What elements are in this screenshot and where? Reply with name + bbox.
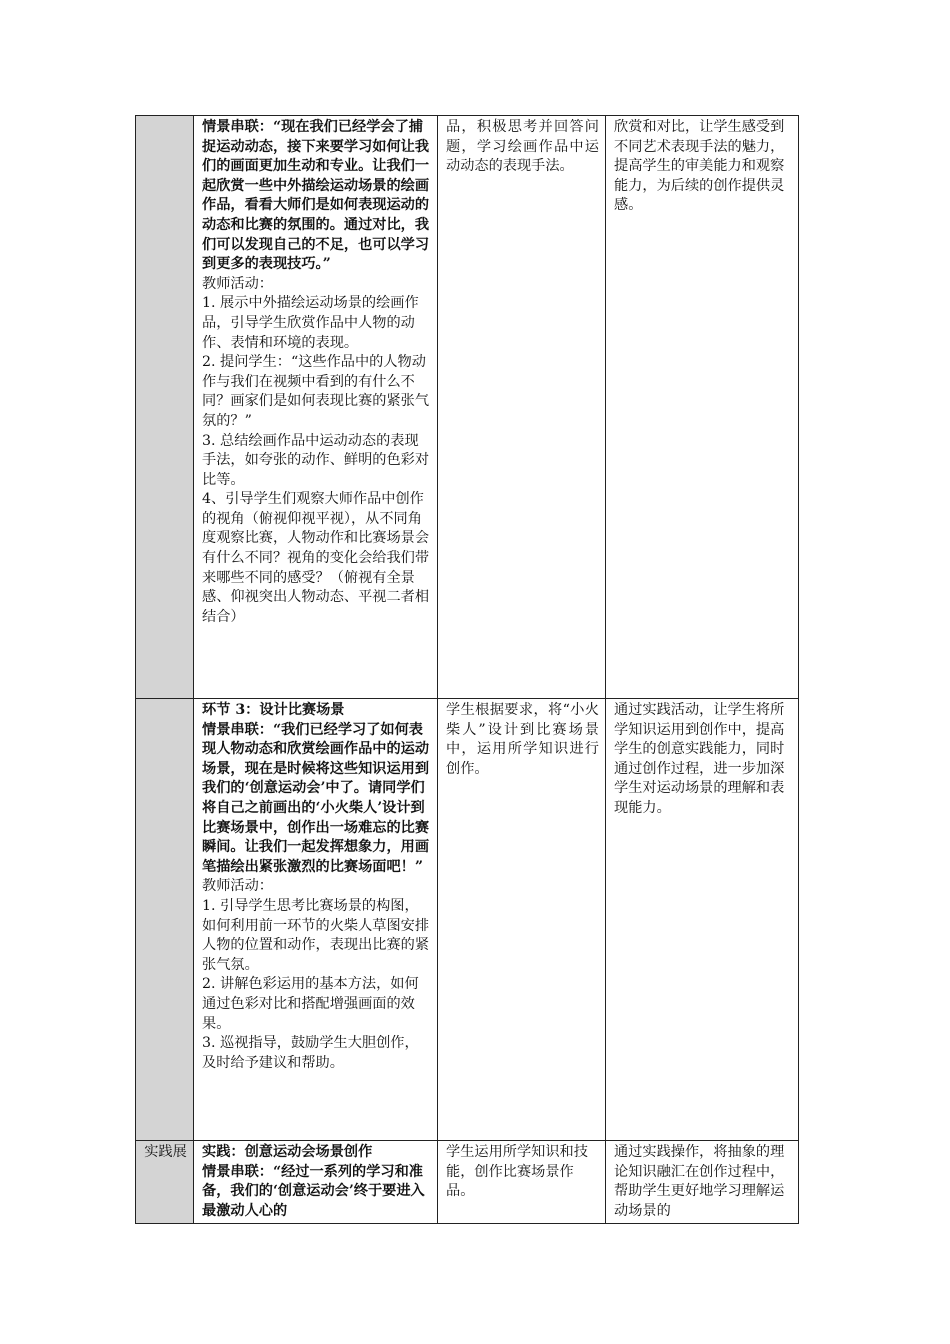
section-heading: 环节 3：设计比赛场景	[202, 702, 345, 718]
design-purpose-text: 通过实践活动，让学生将所学知识运用到创作中，提高学生的创意实践能力，同时通过创作过程，进一步加深学生对运动场景的理解和表现能力。	[614, 702, 785, 816]
activity-item: 2. 提问学生：“这些作品中的人物动作与我们在视频中看到的有什么不同？画家们是如何表现比赛的紧张气氛的？”	[202, 354, 430, 429]
stage-label-cell	[136, 1141, 194, 1224]
student-activity-cell	[438, 1141, 606, 1224]
table-row	[136, 1141, 799, 1224]
teaching-content-cell	[194, 699, 438, 1141]
activity-item: 1. 引导学生思考比赛场景的构图，如何利用前一环节的火柴人草图安排人物的位置和动作，表现出比赛的紧张气氛。	[202, 897, 430, 973]
design-purpose-text: 欣赏和对比，让学生感受到不同艺术表现手法的魅力，提高学生的审美能力和观察能力，为后续的创作提供灵感。	[614, 119, 785, 214]
teacher-activity-label: 教师活动：	[202, 878, 273, 895]
student-activity-text: 学生根据要求，将“小火柴人”设计到比赛场景中，运用所学知识进行创作。	[446, 702, 599, 777]
student-activity-cell	[438, 116, 606, 699]
teaching-content-cell	[194, 1141, 438, 1224]
table-row	[136, 116, 799, 699]
design-purpose-cell	[606, 116, 799, 699]
student-activity-cell	[438, 699, 606, 1141]
activity-item: 3. 巡视指导，鼓励学生大胆创作，及时给予建议和帮助。	[202, 1035, 419, 1071]
teacher-activity-label: 教师活动：	[202, 275, 273, 292]
activity-item: 3. 总结绘画作品中运动动态的表现手法，如夸张的动作、鲜明的色彩对比等。	[202, 432, 430, 488]
design-purpose-cell	[606, 699, 799, 1141]
stage-cell-empty	[136, 699, 194, 1141]
student-activity-text: 品，积极思考并回答问题，学习绘画作品中运动动态的表现手法。	[446, 119, 599, 175]
scenario-intro: 情景串联：“经过一系列的学习和准备，我们的‘创意运动会’终于要进入最激动人心的	[202, 1163, 425, 1219]
stage-cell-empty	[136, 116, 194, 699]
student-activity-text: 学生运用所学知识和技能，创作比赛场景作品。	[446, 1144, 588, 1200]
design-purpose-text: 通过实践操作，将抽象的理论知识融汇在创作过程中，帮助学生更好地学习理解运动场景的	[614, 1144, 785, 1219]
lesson-plan-table	[135, 115, 799, 1224]
design-purpose-cell	[606, 1141, 799, 1224]
activity-item: 4、引导学生们观察大师作品中创作的视角（俯视仰视平视），从不同角度观察比赛，人物动作和比赛场景会有什么不同？视角的变化会给我们带来哪些不同的感受？（俯视有全景感、仰视突出人物动态、平视二者相结合）	[202, 491, 430, 625]
activity-item: 1. 展示中外描绘运动场景的绘画作品，引导学生欣赏作品中人物的动作、表情和环境的表现。	[202, 295, 419, 351]
teaching-content-cell	[194, 116, 438, 699]
stage-label: 实践展	[144, 1144, 187, 1160]
section-heading: 实践：创意运动会场景创作	[202, 1144, 373, 1160]
table-row	[136, 699, 799, 1141]
activity-item: 2. 讲解色彩运用的基本方法，如何通过色彩对比和搭配增强画面的效果。	[202, 976, 419, 1032]
scenario-intro: 情景串联：“我们已经学习了如何表现人物动态和欣赏绘画作品中的运动场景，现在是时候将这些知识运用到我们的‘创意运动会’中了。请同学们将自己之前画出的‘小火柴人’设计到比赛场景中，创作出一场难忘的比赛瞬间。让我们一起发挥想象力，用画笔描绘出紧张激烈的比赛场面吧！”	[202, 721, 430, 875]
scenario-intro: 情景串联：“现在我们已经学会了捕捉运动动态，接下来要学习如何让我们的画面更加生动和专业。让我们一起欣赏一些中外描绘运动场景的绘画作品，看看大师们是如何表现运动的动态和比赛的氛围的。通过对比，我们可以发现自己的不足，也可以学习到更多的表现技巧。”	[202, 119, 430, 273]
